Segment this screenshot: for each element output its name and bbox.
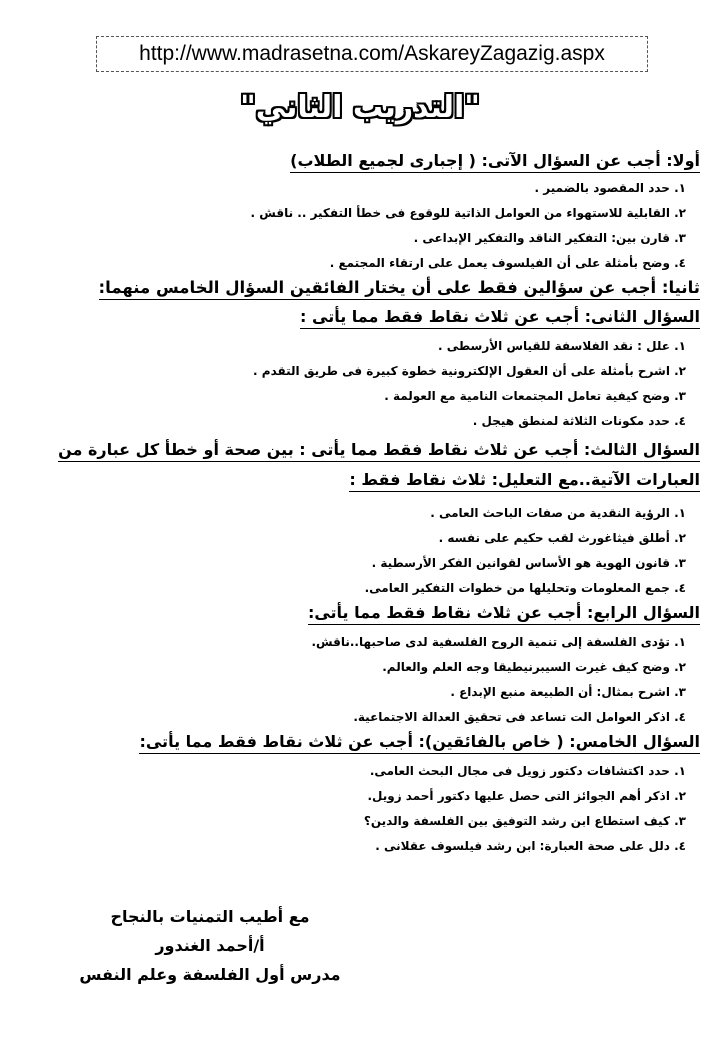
section-heading: السؤال الثانى: أجب عن ثلاث نقاط فقط مما يأتى : [20, 306, 700, 331]
list-item: ٤. اذكر العوامل الت تساعد فى تحقيق العدالة الاجتماعية. [353, 710, 686, 724]
list-item: ١. علل : نقد الفلاسفة للقياس الأرسطى . [437, 339, 686, 353]
list-item: ١. حدد اكتشافات دكتور زويل فى مجال البحث العامى. [369, 764, 686, 778]
section-heading: السؤال الثالث: أجب عن ثلاث نقاط فقط مما يأتى : بين صحة أو خطأ كل عبارة من العبارات الآتية..مع التعليل: ثلاث نقاط فقط : [20, 435, 700, 498]
list-item: ٣. قارن بين: التفكير الناقد والتفكير الإبداعى . [413, 231, 686, 245]
section-question-2 [20, 306, 700, 429]
section-heading: السؤال الرابع: أجب عن ثلاث نقاط فقط مما يأتى: [20, 602, 700, 627]
list-item: ٤. دلل على صحة العبارة: ابن رشد فيلسوف عقلانى . [375, 839, 686, 853]
list-item: ٢. اذكر أهم الجوائز التى حصل عليها دكتور أحمد زويل. [367, 789, 686, 803]
list-item: ٤. جمع المعلومات وتحليلها من خطوات التفكير العامى. [364, 581, 686, 595]
section-question-5 [20, 731, 700, 854]
section-heading: ثانيا: أجب عن سؤالين فقط على أن يختار الفائقين السؤال الخامس منهما: [20, 277, 700, 302]
list-item: ٣. قانون الهوية هو الأساس لقوانين الفكر الأرسطية . [371, 556, 686, 570]
list-item: ٣. اشرح بمثال: أن الطبيعة منبع الإبداع . [450, 685, 686, 699]
exam-content [20, 150, 700, 854]
signature-wishes: مع أطيب التمنيات بالنجاح [110, 907, 310, 926]
list-item: ١. الرؤية النقدية من صفات الباحث العامى . [430, 506, 686, 520]
section-second [20, 277, 700, 302]
list-item: ٣. كيف استطاع ابن رشد التوفيق بين الفلسفة والدين؟ [363, 814, 686, 828]
signature-teacher-name: أ/أحمد الغندور [155, 936, 265, 955]
list-item: ٢. القابلية للاستهواء من العوامل الذاتية للوقوع فى خطأ التفكير .. ناقش . [250, 206, 686, 220]
page-title: "التدريب الثاني" [240, 90, 480, 125]
section-question-4 [20, 602, 700, 725]
section-heading: السؤال الخامس: ( خاص بالفائقين): أجب عن ثلاث نقاط فقط مما يأتى: [20, 731, 700, 756]
list-item: ١. تؤدى الفلسفة إلى تنمية الروح الفلسفية لدى صاحبها..ناقش. [311, 635, 686, 649]
list-item: ١. حدد المقصود بالضمير . [534, 181, 686, 195]
section-heading: أولا: أجب عن السؤال الآتى: ( إجبارى لجميع الطلاب) [20, 150, 700, 175]
section-question-3 [20, 435, 700, 596]
source-url: http://www.madrasetna.com/AskareyZagazig.aspx [96, 36, 648, 72]
section-first [20, 150, 700, 271]
list-item: ٢. اشرح بأمثلة على أن العقول الإلكترونية خطوة كبيرة فى طريق التقدم . [253, 364, 686, 378]
list-item: ٣. وضح كيفية تعامل المجتمعات النامية مع العولمة . [384, 389, 686, 403]
list-item: ٤. وضح بأمثلة على أن الفيلسوف يعمل على ارتقاء المجتمع . [329, 256, 686, 270]
list-item: ٤. حدد مكونات الثلاثة لمنطق هيجل . [472, 414, 686, 428]
list-item: ٢. وضح كيف غيرت السيبرنيطيقا وجه العلم والعالم. [382, 660, 686, 674]
signature-teacher-title: مدرس أول الفلسفة وعلم النفس [79, 965, 341, 984]
signature-block [60, 902, 360, 989]
list-item: ٢. أطلق فيثاغورث لقب حكيم على نفسه . [438, 531, 686, 545]
